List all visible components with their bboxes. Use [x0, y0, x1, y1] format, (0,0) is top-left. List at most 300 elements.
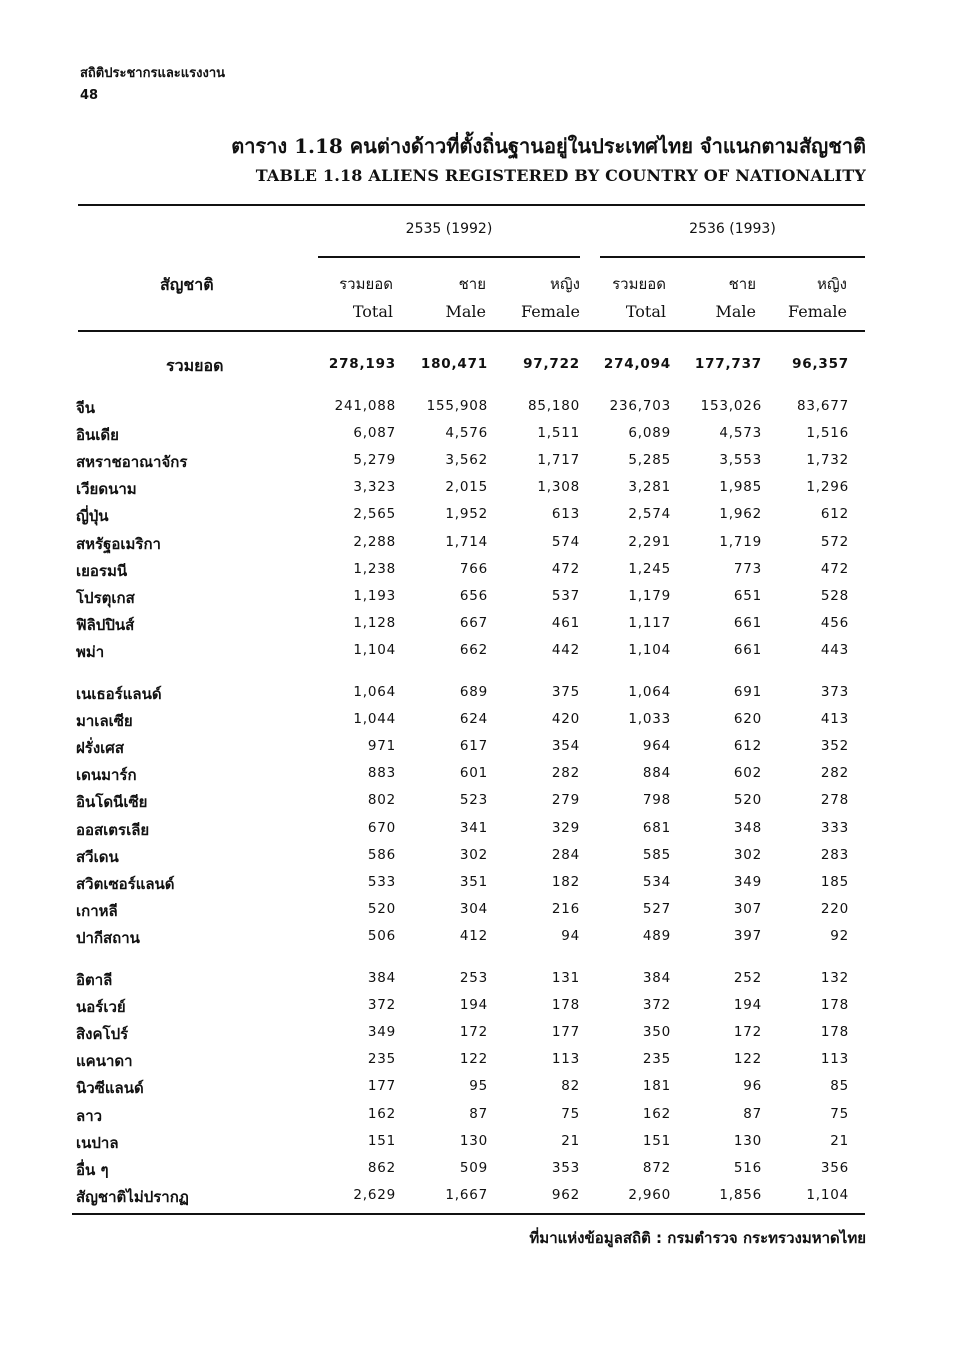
value-cell: 373	[820, 684, 849, 700]
nationality-name: ฟิลิปปินส์	[76, 615, 135, 634]
value-cell: 1,719	[719, 533, 762, 550]
value-cell: 177	[551, 1024, 580, 1041]
value-cell: 397	[733, 927, 762, 944]
value-cell: 1,856	[719, 1186, 762, 1203]
value-cell: 601	[459, 765, 488, 782]
nationality-name: เดนมาร์ก	[76, 766, 137, 785]
table-row	[0, 586, 966, 610]
nationality-cell	[76, 872, 282, 896]
value-cell: 1,511	[537, 425, 580, 442]
year-1993-header: 2536 (1993)	[689, 221, 776, 237]
nationality-name: เยอรมนี	[76, 561, 128, 580]
value-cell: 1,952	[445, 506, 488, 523]
value-cell: 1,985	[719, 479, 762, 496]
value-cell: 537	[551, 587, 580, 604]
table-row	[0, 1104, 966, 1128]
leader-dots	[76, 656, 282, 658]
table-row	[0, 818, 966, 842]
value-cell: 194	[459, 997, 488, 1014]
value-cell: 333	[820, 819, 849, 836]
value-cell: 75	[561, 1105, 580, 1122]
table-row	[0, 613, 966, 637]
value-cell: 153,026	[700, 398, 762, 414]
nationality-cell	[76, 736, 282, 760]
value-cell: 155,908	[426, 398, 488, 414]
table-row	[0, 477, 966, 501]
nationality-cell	[76, 423, 282, 447]
value-cell: 113	[820, 1051, 849, 1068]
value-cell: 235	[642, 1051, 671, 1068]
value-cell: 122	[459, 1051, 488, 1068]
nationality-name: พม่า	[76, 642, 105, 661]
value-cell: 802	[367, 792, 396, 809]
value-cell: 353	[551, 1159, 580, 1176]
value-cell: 302	[733, 846, 762, 863]
value-cell: 216	[551, 900, 580, 917]
value-cell: 667	[459, 614, 488, 631]
value-cell: 5,285	[628, 452, 671, 469]
nationality-name: สวีเดน	[76, 847, 119, 866]
table-row	[0, 926, 966, 950]
nationality-cell	[76, 763, 282, 787]
nationality-name: สวิตเซอร์แลนด์	[76, 874, 175, 893]
total-value: 177,737	[694, 356, 762, 372]
year-1992-rule	[318, 256, 580, 258]
nationality-cell	[76, 477, 282, 501]
value-cell: 661	[733, 614, 762, 631]
value-cell: 131	[551, 970, 580, 986]
nationality-cell	[76, 968, 282, 992]
value-cell: 354	[551, 738, 580, 755]
value-cell: 509	[459, 1159, 488, 1176]
column-header	[396, 272, 486, 321]
value-cell: 241,088	[334, 398, 396, 414]
value-cell: 1,296	[806, 479, 849, 496]
table-row	[0, 1049, 966, 1073]
value-cell: 1,104	[806, 1186, 849, 1203]
value-cell: 574	[551, 533, 580, 550]
value-cell: 220	[820, 900, 849, 917]
table-row	[0, 995, 966, 1019]
column-header-english: Male	[715, 302, 756, 321]
value-cell: 681	[642, 819, 671, 836]
value-cell: 4,573	[719, 425, 762, 442]
value-cell: 2,291	[628, 533, 671, 550]
value-cell: 2,960	[628, 1186, 671, 1203]
value-cell: 82	[561, 1078, 580, 1095]
header-rule	[78, 330, 865, 332]
nationality-name: โปรตุเกส	[76, 588, 135, 607]
value-cell: 872	[642, 1159, 671, 1176]
nationality-name: อินเดีย	[76, 426, 119, 445]
column-header-english: Female	[521, 302, 580, 321]
nationality-cell	[76, 1049, 282, 1073]
value-cell: 348	[733, 819, 762, 836]
value-cell: 284	[551, 846, 580, 863]
value-cell: 691	[733, 684, 762, 700]
value-cell: 5,279	[353, 452, 396, 469]
nationality-cell	[76, 1185, 282, 1209]
column-header-thai: รวมยอด	[339, 275, 393, 293]
value-cell: 3,323	[353, 479, 396, 496]
table-row	[0, 790, 966, 814]
value-cell: 172	[459, 1024, 488, 1041]
table-title-thai: ตาราง 1.18 คนต่างด้าวที่ตั้งถิ่นฐานอยู่ในประเทศไทย จำแนกตามสัญชาติ	[231, 134, 866, 158]
nationality-cell	[76, 1104, 282, 1128]
nationality-cell	[76, 1158, 282, 1182]
value-cell: 278	[820, 792, 849, 809]
nationality-name: เนเธอร์แลนด์	[76, 685, 162, 703]
value-cell: 520	[733, 792, 762, 809]
value-cell: 3,553	[719, 452, 762, 469]
value-cell: 651	[733, 587, 762, 604]
nationality-name: ฝรั่งเศส	[76, 739, 124, 758]
total-value: 274,094	[603, 356, 671, 372]
value-cell: 1,104	[628, 641, 671, 658]
value-cell: 372	[367, 997, 396, 1014]
value-cell: 862	[367, 1159, 396, 1176]
column-header-english: Total	[352, 302, 393, 321]
value-cell: 964	[642, 738, 671, 755]
value-cell: 283	[820, 846, 849, 863]
column-header	[666, 272, 756, 321]
value-cell: 1,717	[537, 452, 580, 469]
value-cell: 1,308	[537, 479, 580, 496]
nationality-name: ปากีสถาน	[76, 928, 140, 947]
value-cell: 443	[820, 641, 849, 658]
nationality-cell	[76, 790, 282, 814]
value-cell: 282	[820, 765, 849, 782]
value-cell: 1,033	[628, 711, 671, 728]
value-cell: 194	[733, 997, 762, 1014]
value-cell: 1,732	[806, 452, 849, 469]
value-cell: 520	[367, 900, 396, 917]
column-header-english: Male	[445, 302, 486, 321]
table-row	[0, 559, 966, 583]
value-cell: 3,562	[445, 452, 488, 469]
value-cell: 185	[820, 873, 849, 890]
column-header-thai: ชาย	[728, 275, 756, 293]
nationality-cell	[76, 640, 282, 664]
value-cell: 656	[459, 587, 488, 604]
value-cell: 620	[733, 711, 762, 728]
value-cell: 235	[367, 1051, 396, 1068]
nationality-cell	[76, 709, 282, 733]
value-cell: 2,574	[628, 506, 671, 523]
value-cell: 971	[367, 738, 396, 755]
value-cell: 2,629	[353, 1186, 396, 1203]
nationality-name: เกาหลี	[76, 901, 118, 920]
value-cell: 384	[367, 970, 396, 986]
value-cell: 279	[551, 792, 580, 809]
nationality-cell	[76, 396, 282, 420]
value-cell: 352	[820, 738, 849, 755]
value-cell: 252	[733, 970, 762, 986]
value-cell: 307	[733, 900, 762, 917]
value-cell: 602	[733, 765, 762, 782]
value-cell: 1,516	[806, 425, 849, 442]
nationality-cell	[76, 1131, 282, 1155]
value-cell: 130	[733, 1132, 762, 1149]
value-cell: 1,667	[445, 1186, 488, 1203]
nationality-cell	[76, 532, 282, 556]
value-cell: 375	[551, 684, 580, 700]
value-cell: 527	[642, 900, 671, 917]
nationality-cell	[76, 682, 282, 706]
table-row	[0, 504, 966, 528]
value-cell: 883	[367, 765, 396, 782]
total-value: 97,722	[523, 356, 580, 372]
value-cell: 2,288	[353, 533, 396, 550]
value-cell: 612	[733, 738, 762, 755]
value-cell: 662	[459, 641, 488, 658]
value-cell: 122	[733, 1051, 762, 1068]
value-cell: 350	[642, 1024, 671, 1041]
value-cell: 1,117	[628, 614, 671, 631]
value-cell: 253	[459, 970, 488, 986]
column-header-thai: หญิง	[550, 275, 580, 293]
value-cell: 1,193	[353, 587, 396, 604]
value-cell: 586	[367, 846, 396, 863]
value-cell: 442	[551, 641, 580, 658]
nationality-name: ออสเตรเลีย	[76, 820, 150, 839]
value-cell: 3,281	[628, 479, 671, 496]
value-cell: 2,565	[353, 506, 396, 523]
nationality-name: สิงคโปร์	[76, 1025, 129, 1044]
total-value: 180,471	[420, 356, 488, 372]
table-row	[0, 1158, 966, 1182]
value-cell: 182	[551, 873, 580, 890]
table-title-english: TABLE 1.18 ALIENS REGISTERED BY COUNTRY OF NATIONALITY	[255, 166, 866, 185]
table-row	[0, 845, 966, 869]
value-cell: 1,245	[628, 560, 671, 577]
value-cell: 177	[367, 1078, 396, 1095]
column-header-english: Total	[625, 302, 666, 321]
value-cell: 1,238	[353, 560, 396, 577]
value-cell: 94	[561, 927, 580, 944]
year-1993-rule	[600, 256, 865, 258]
value-cell: 528	[820, 587, 849, 604]
value-cell: 236,703	[609, 398, 671, 414]
nationality-cell	[76, 613, 282, 637]
nationality-cell	[76, 899, 282, 923]
nationality-name: นิวซีแลนด์	[76, 1079, 144, 1098]
value-cell: 151	[642, 1132, 671, 1149]
nationality-name: จีน	[76, 399, 96, 417]
value-cell: 95	[469, 1078, 488, 1095]
value-cell: 612	[820, 506, 849, 523]
table-row	[0, 532, 966, 556]
value-cell: 670	[367, 819, 396, 836]
value-cell: 1,044	[353, 711, 396, 728]
value-cell: 572	[820, 533, 849, 550]
nationality-name: สหรัฐอเมริกา	[76, 534, 161, 553]
nationality-cell	[76, 1076, 282, 1100]
value-cell: 83,677	[796, 398, 849, 414]
column-header	[757, 272, 847, 321]
value-cell: 351	[459, 873, 488, 890]
column-header	[576, 272, 666, 321]
value-cell: 585	[642, 846, 671, 863]
running-title: สถิติประชากรและแรงงาน	[80, 66, 226, 81]
value-cell: 456	[820, 614, 849, 631]
value-cell: 617	[459, 738, 488, 755]
value-cell: 87	[469, 1105, 488, 1122]
total-value: 278,193	[328, 356, 396, 372]
value-cell: 85	[830, 1078, 849, 1095]
value-cell: 1,064	[353, 684, 396, 700]
table-row	[0, 1185, 966, 1209]
table-row	[0, 709, 966, 733]
value-cell: 2,015	[445, 479, 488, 496]
value-cell: 178	[551, 997, 580, 1014]
value-cell: 534	[642, 873, 671, 890]
column-header	[303, 272, 393, 321]
table-row	[0, 423, 966, 447]
value-cell: 356	[820, 1159, 849, 1176]
nationality-name: นอร์เวย์	[76, 998, 126, 1017]
table-row	[0, 1076, 966, 1100]
table-row	[0, 763, 966, 787]
nationality-cell	[76, 1022, 282, 1046]
value-cell: 282	[551, 765, 580, 782]
nationality-header: สัญชาติ	[160, 275, 214, 294]
value-cell: 613	[551, 506, 580, 523]
value-cell: 1,064	[628, 684, 671, 700]
value-cell: 178	[820, 997, 849, 1014]
value-cell: 1,714	[445, 533, 488, 550]
value-cell: 6,089	[628, 425, 671, 442]
value-cell: 624	[459, 711, 488, 728]
table-row	[0, 450, 966, 474]
nationality-cell	[76, 504, 282, 528]
year-1992-header: 2535 (1992)	[405, 221, 493, 237]
value-cell: 341	[459, 819, 488, 836]
table-row-total	[0, 354, 966, 378]
value-cell: 413	[820, 711, 849, 728]
nationality-cell	[76, 926, 282, 950]
nationality-name: อินโดนีเซีย	[76, 793, 148, 812]
column-header-thai: ชาย	[458, 275, 486, 293]
leader-dots	[76, 1120, 282, 1122]
column-header	[490, 272, 580, 321]
value-cell: 349	[367, 1024, 396, 1041]
value-cell: 472	[820, 560, 849, 577]
value-cell: 151	[367, 1132, 396, 1149]
value-cell: 372	[642, 997, 671, 1014]
nationality-name: สหราชอาณาจักร	[76, 453, 188, 472]
bottom-rule	[72, 1213, 865, 1215]
value-cell: 461	[551, 614, 580, 631]
nationality-name: แคนาดา	[76, 1052, 133, 1071]
value-cell: 21	[561, 1132, 580, 1149]
value-cell: 302	[459, 846, 488, 863]
value-cell: 92	[830, 927, 849, 944]
table-row	[0, 1131, 966, 1155]
nationality-cell	[76, 845, 282, 869]
total-value: 96,357	[792, 356, 849, 372]
value-cell: 1,128	[353, 614, 396, 631]
value-cell: 329	[551, 819, 580, 836]
column-header-english: Female	[788, 302, 847, 321]
value-cell: 689	[459, 684, 488, 700]
value-cell: 420	[551, 711, 580, 728]
value-cell: 412	[459, 927, 488, 944]
value-cell: 962	[551, 1186, 580, 1203]
value-cell: 1,104	[353, 641, 396, 658]
value-cell: 130	[459, 1132, 488, 1149]
value-cell: 162	[642, 1105, 671, 1122]
column-header-thai: รวมยอด	[612, 275, 666, 293]
value-cell: 523	[459, 792, 488, 809]
nationality-name: มาเลเซีย	[76, 712, 133, 731]
table-row	[0, 640, 966, 664]
value-cell: 773	[733, 560, 762, 577]
value-cell: 75	[830, 1105, 849, 1122]
table-row	[0, 872, 966, 896]
table-row	[0, 682, 966, 706]
column-header-thai: หญิง	[817, 275, 847, 293]
value-cell: 4,576	[445, 425, 488, 442]
value-cell: 472	[551, 560, 580, 577]
top-rule	[78, 204, 865, 206]
value-cell: 85,180	[527, 398, 580, 414]
nationality-cell	[76, 586, 282, 610]
nationality-name: อิตาลี	[76, 971, 113, 989]
value-cell: 349	[733, 873, 762, 890]
value-cell: 1,962	[719, 506, 762, 523]
nationality-cell	[76, 450, 282, 474]
table-row	[0, 968, 966, 992]
value-cell: 162	[367, 1105, 396, 1122]
value-cell: 6,087	[353, 425, 396, 442]
value-cell: 21	[830, 1132, 849, 1149]
value-cell: 798	[642, 792, 671, 809]
leader-dots	[76, 412, 282, 414]
value-cell: 1,179	[628, 587, 671, 604]
total-label: รวมยอด	[166, 356, 224, 375]
table-row	[0, 899, 966, 923]
nationality-cell	[76, 995, 282, 1019]
nationality-name: ญี่ปุ่น	[76, 507, 109, 526]
nationality-name: ลาว	[76, 1106, 103, 1125]
value-cell: 178	[820, 1024, 849, 1041]
table-row	[0, 1022, 966, 1046]
table-row	[0, 396, 966, 420]
nationality-name: สัญชาติไม่ปรากฏ	[76, 1187, 189, 1206]
value-cell: 172	[733, 1024, 762, 1041]
nationality-name: เนปาล	[76, 1133, 119, 1152]
table-row	[0, 736, 966, 760]
nationality-cell	[76, 818, 282, 842]
page-number: 48	[80, 88, 99, 103]
nationality-cell	[76, 559, 282, 583]
value-cell: 533	[367, 873, 396, 890]
value-cell: 661	[733, 641, 762, 658]
source-note: ที่มาแห่งข้อมูลสถิติ : กรมตำรวจ กระทรวงมหาดไทย	[529, 1229, 866, 1247]
value-cell: 766	[459, 560, 488, 577]
value-cell: 516	[733, 1159, 762, 1176]
value-cell: 181	[642, 1078, 671, 1095]
value-cell: 113	[551, 1051, 580, 1068]
value-cell: 304	[459, 900, 488, 917]
value-cell: 884	[642, 765, 671, 782]
nationality-name: อื่น ๆ	[76, 1160, 109, 1179]
value-cell: 87	[743, 1105, 762, 1122]
value-cell: 96	[743, 1078, 762, 1095]
value-cell: 489	[642, 927, 671, 944]
value-cell: 384	[642, 970, 671, 986]
